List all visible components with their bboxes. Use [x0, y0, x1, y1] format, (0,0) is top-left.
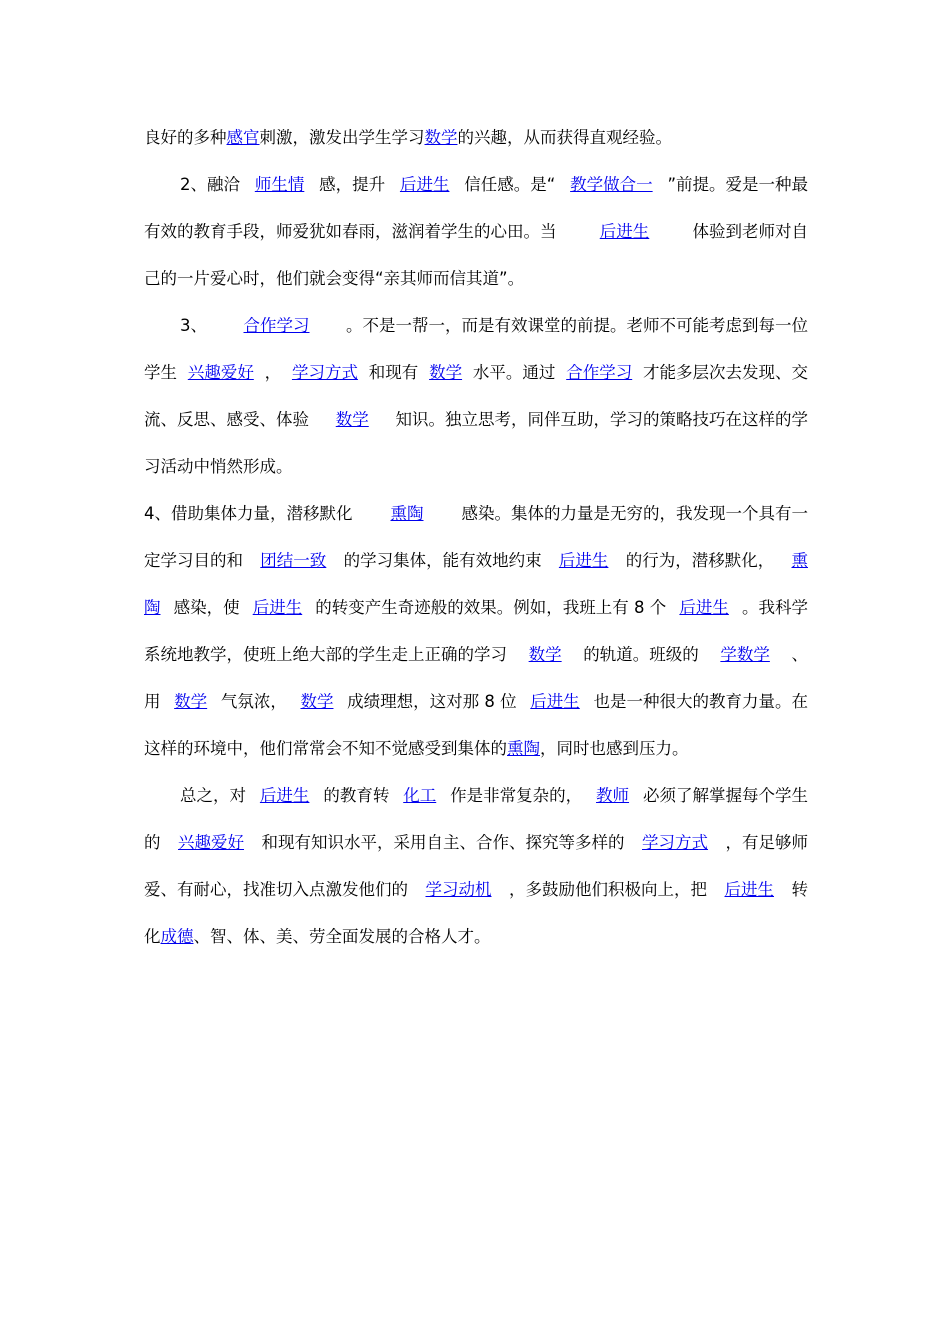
text-run: 和现有 — [368, 363, 419, 382]
text-line — [144, 306, 808, 353]
text-run: 感染，使 — [173, 598, 240, 617]
text-run: 爱、有耐心，找准切入点激发他们的 — [144, 880, 408, 899]
text-run: 作是非常复杂的， — [450, 786, 583, 805]
hyperlink[interactable]: 后进生 — [599, 222, 650, 241]
hyperlink[interactable]: 学习方式 — [642, 833, 708, 852]
text-line — [144, 635, 808, 682]
hyperlink[interactable]: 数学 — [174, 692, 208, 711]
text-run: ”前提。爱是一种最 — [667, 175, 808, 194]
hyperlink[interactable]: 数学 — [424, 128, 458, 147]
text-run: 的教育转 — [323, 786, 390, 805]
text-run: 的兴趣，从而获得直观经验。 — [457, 128, 672, 147]
text-run: ， — [264, 363, 282, 382]
hyperlink[interactable]: 数学 — [528, 645, 562, 664]
hyperlink[interactable]: 后进生 — [252, 598, 303, 617]
hyperlink[interactable]: 合作学习 — [243, 316, 310, 335]
hyperlink[interactable]: 兴趣爱好 — [187, 363, 254, 382]
text-run: 用 — [144, 692, 161, 711]
text-run: 体验到老师对自 — [692, 222, 808, 241]
text-run: 流、反思、感受、体验 — [144, 410, 309, 429]
text-run: 必须了解掌握每个学生 — [642, 786, 808, 805]
hyperlink[interactable]: 数学 — [429, 363, 463, 382]
text-line — [144, 212, 808, 259]
text-run: 水平。通过 — [472, 363, 556, 382]
text-line — [144, 259, 808, 306]
text-run: 学生 — [144, 363, 177, 382]
text-run: 成绩理想，这对那 8 位 — [347, 692, 517, 711]
text-run: 感染。集体的力量是无穷的，我发现一个具有一 — [461, 504, 808, 523]
hyperlink[interactable]: 教学做合一 — [570, 175, 653, 194]
text-run: 习活动中悄然形成。 — [144, 457, 293, 476]
text-run: 3、 — [180, 316, 207, 335]
text-run: 、 — [791, 645, 808, 664]
text-run: 系统地教学，使班上绝大部的学生走上正确的学习 — [144, 645, 507, 664]
hyperlink[interactable]: 学习方式 — [291, 363, 358, 382]
text-run: 的轨道。班级的 — [583, 645, 699, 664]
text-run: 定学习目的和 — [144, 551, 243, 570]
hyperlink[interactable]: 后进生 — [724, 880, 774, 899]
text-line — [144, 588, 808, 635]
text-run: 刺激，激发出学生学习 — [259, 128, 425, 147]
text-line — [144, 823, 808, 870]
text-line — [144, 917, 808, 964]
hyperlink[interactable]: 合作学习 — [566, 363, 633, 382]
text-run: 信任感。是“ — [464, 175, 556, 194]
hyperlink[interactable]: 数学 — [335, 410, 369, 429]
text-run: 己的一片爱心时，他们就会变得“亲其师而信其道”。 — [144, 269, 525, 288]
text-run: 4、借助集体力量，潜移默化 — [144, 504, 353, 523]
hyperlink[interactable]: 后进生 — [558, 551, 609, 570]
text-run: 的行为，潜移默化， — [625, 551, 775, 570]
text-run: 感，提升 — [319, 175, 386, 194]
hyperlink[interactable]: 熏 — [791, 551, 808, 570]
text-run: 的 — [144, 833, 161, 852]
hyperlink[interactable]: 师生情 — [254, 175, 305, 194]
hyperlink[interactable]: 化工 — [403, 786, 437, 805]
text-line — [144, 682, 808, 729]
hyperlink[interactable]: 学习动机 — [425, 880, 492, 899]
text-run: 这样的环境中，他们常常会不知不觉感受到集体的 — [144, 739, 507, 758]
text-run: 转 — [791, 880, 808, 899]
text-run: ，多鼓励他们积极向上，把 — [509, 880, 707, 899]
text-run: ，同时也感到压力。 — [540, 739, 689, 758]
text-line — [144, 165, 808, 212]
text-line — [144, 776, 808, 823]
text-line — [144, 447, 808, 494]
text-line — [144, 870, 808, 917]
text-run: 。我科学 — [741, 598, 808, 617]
text-run: 的转变产生奇迹般的效果。例如，我班上有 8 个 — [315, 598, 667, 617]
hyperlink[interactable]: 后进生 — [399, 175, 450, 194]
text-run: 良好的多种 — [144, 128, 227, 147]
hyperlink[interactable]: 数学 — [300, 692, 334, 711]
hyperlink[interactable]: 熏陶 — [390, 504, 424, 523]
text-line — [144, 541, 808, 588]
text-line — [144, 494, 808, 541]
text-line — [144, 118, 808, 165]
hyperlink[interactable]: 熏陶 — [507, 739, 540, 758]
text-run: 化 — [144, 927, 161, 946]
text-run: 、智、体、美、劳全面发展的合格人才。 — [193, 927, 491, 946]
text-line — [144, 729, 808, 776]
text-run: 气氛浓， — [220, 692, 287, 711]
hyperlink[interactable]: 后进生 — [530, 692, 580, 711]
text-run: 和现有知识水平，采用自主、合作、探究等多样的 — [261, 833, 625, 852]
hyperlink[interactable]: 教师 — [596, 786, 630, 805]
text-run: 也是一种很大的教育力量。在 — [593, 692, 808, 711]
text-run: 。不是一帮一，而是有效课堂的前提。老师不可能考虑到每一位 — [346, 316, 808, 335]
text-line — [144, 400, 808, 447]
hyperlink[interactable]: 陶 — [144, 598, 161, 617]
text-run: 才能多层次去发现、交 — [643, 363, 808, 382]
hyperlink[interactable]: 学数学 — [720, 645, 770, 664]
text-run: ，有足够师 — [725, 833, 808, 852]
hyperlink[interactable]: 感官 — [226, 128, 260, 147]
text-run: 有效的教育手段，师爱犹如春雨，滋润着学生的心田。当 — [144, 222, 557, 241]
hyperlink[interactable]: 团结一致 — [260, 551, 327, 570]
document-body — [144, 118, 808, 964]
hyperlink[interactable]: 兴趣爱好 — [178, 833, 244, 852]
text-run: 2、融洽 — [180, 175, 240, 194]
text-run: 知识。独立思考，同伴互助，学习的策略技巧在这样的学 — [395, 410, 808, 429]
hyperlink[interactable]: 后进生 — [679, 598, 729, 617]
hyperlink[interactable]: 成德 — [160, 927, 194, 946]
hyperlink[interactable]: 后进生 — [259, 786, 310, 805]
text-run: 的学习集体，能有效地约束 — [343, 551, 542, 570]
text-line — [144, 353, 808, 400]
text-run: 总之，对 — [180, 786, 246, 805]
